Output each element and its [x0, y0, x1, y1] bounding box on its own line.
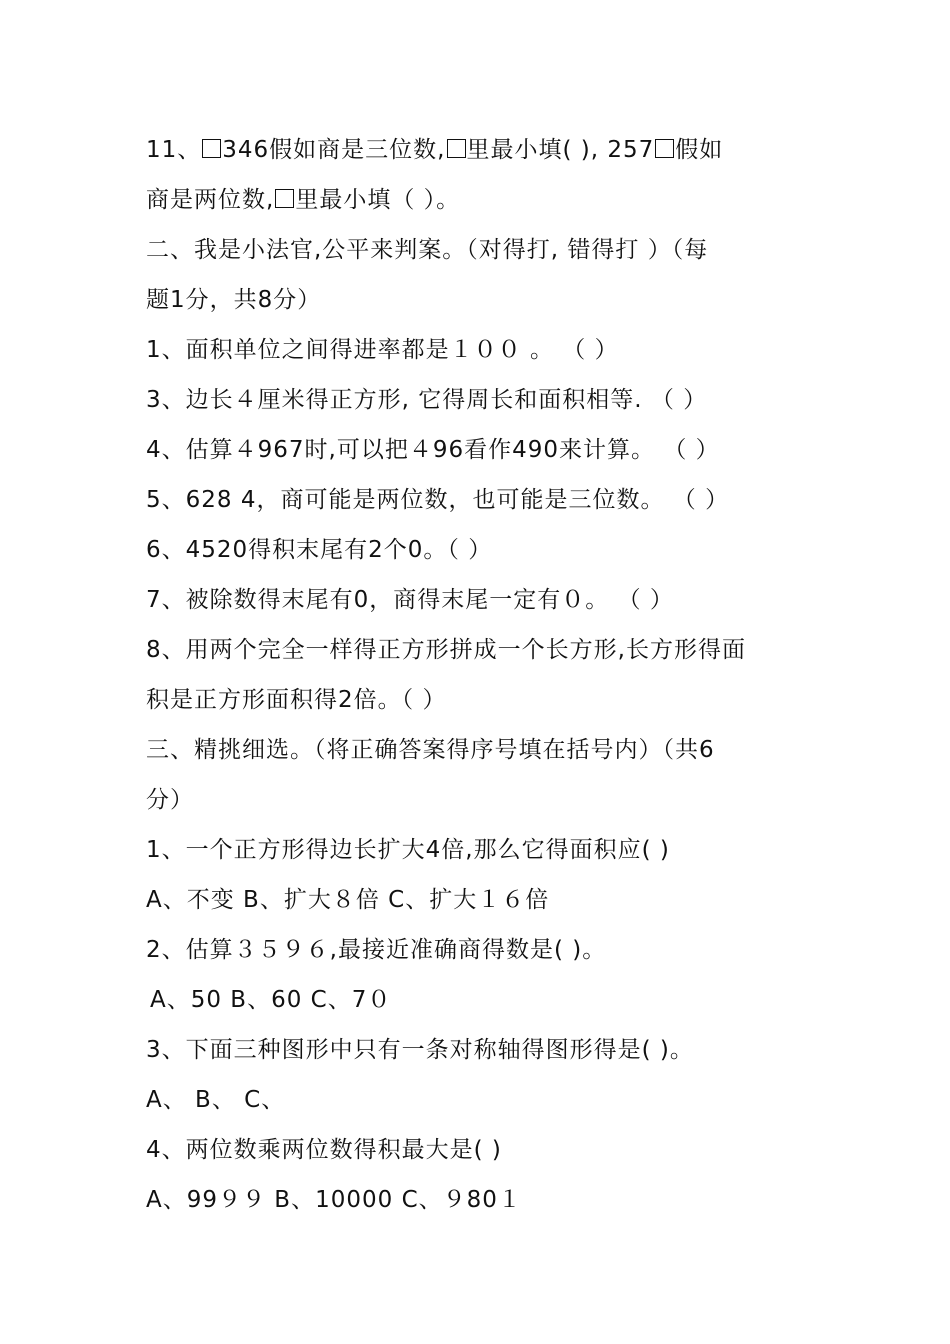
text: 假如	[675, 137, 724, 163]
tf-item-4: 4、估算４967时,可以把４96看作490来计算。 （ ）	[146, 437, 720, 463]
blank-box	[655, 139, 674, 158]
mc-question-1: 1、一个正方形得边长扩大4倍,那么它得面积应( )	[146, 837, 670, 863]
text: 里最小填（ ）。	[295, 187, 461, 213]
tf-item-7: 7、被除数得末尾有0，商得末尾一定有０。 （ ）	[146, 587, 674, 613]
tf-item-8-cont: 积是正方形面积得2倍。（ ）	[146, 687, 447, 713]
q11-line-1	[146, 130, 723, 170]
blank-box	[202, 139, 221, 158]
text: 商是两位数,	[146, 187, 275, 213]
text: 346假如商是三位数,	[222, 137, 446, 163]
mc-options-3: A、 B、 C、	[146, 1087, 286, 1113]
text: 里最小填( ), 257	[466, 137, 655, 163]
blank-box	[275, 189, 294, 208]
tf-item-5: 5、628 4，商可能是两位数，也可能是三位数。 （ ）	[146, 487, 730, 513]
tf-item-8: 8、用两个完全一样得正方形拼成一个长方形,长方形得面	[146, 637, 746, 663]
tf-item-3: 3、边长４厘米得正方形, 它得周长和面积相等. （ ）	[146, 387, 708, 413]
mc-question-4: 4、两位数乘两位数得积最大是( )	[146, 1137, 502, 1163]
section-3-heading: 三、精挑细选。（将正确答案得序号填在括号内）（共6	[146, 737, 715, 763]
section-3-heading-cont: 分）	[146, 787, 194, 813]
tf-item-1: 1、面积单位之间得进率都是１００ 。 （ ）	[146, 337, 619, 363]
section-2-heading-cont: 题1分，共8分）	[146, 287, 322, 313]
mc-options-1: A、不变 B、扩大８倍 C、扩大１６倍	[146, 887, 550, 913]
blank-box	[447, 139, 466, 158]
text: 11、	[146, 137, 202, 163]
mc-question-2: 2、估算３５９６,最接近准确商得数是( )。	[146, 937, 607, 963]
q11-line-2	[146, 180, 460, 220]
mc-options-4: A、99９９ B、10000 C、９80１	[146, 1187, 522, 1213]
tf-item-6: 6、4520得积末尾有2个0。（ ）	[146, 537, 493, 563]
mc-question-3: 3、下面三种图形中只有一条对称轴得图形得是( )。	[146, 1037, 694, 1063]
section-2-heading: 二、我是小法官,公平来判案。（对得打, 错得打 ）（每	[146, 237, 709, 263]
mc-options-2: A、50 B、60 C、7０	[150, 987, 392, 1013]
